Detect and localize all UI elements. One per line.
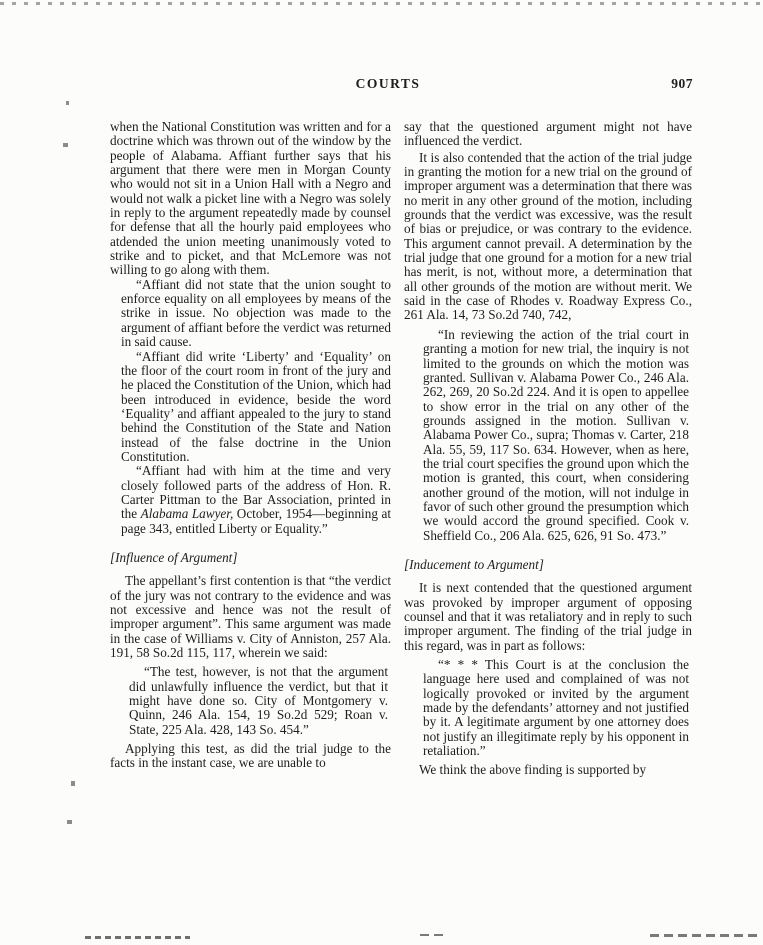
scan-artifact-dotted-edge — [0, 2, 763, 5]
quote-text: “Affiant had with him at the time and very closely followed parts of the address of Hon. R. Carter Pittman to the Bar Association, printed in the — [121, 463, 391, 522]
body-paragraph: The appellant’s first contention is that “the verdict of the jury was not contrary to the evidence and was not excessive and hence was not the result of improper argument”. This same argument was made in the case of Williams v. City of Anniston, 257 Ala. 191, 58 So.2d 115, 117, wherein we said: — [110, 573, 391, 661]
scan-speck — [67, 820, 72, 824]
block-quote-paragraph: “In reviewing the action of the trial court in granting a motion for new trial, the inquiry is not limited to the grounds on which the motion was granted. Sullivan v. Alabama Power Co., 246 Ala. 262, 269, 20 So.2d 224. And it is open to appellee to show error in the trial on any other of the grounds assigned in the motion. Sullivan v. Alabama Power Co., supra; Thomas v. Carter, 218 Ala. 55, 59, 117 So. 634. However, when as here, the trial court specifies the ground upon which the motion is granted, this court, when considering another ground of the motion, will not indulge in favor of such other ground the presumption which we would accord the ground specified. Cook v. Sheffield Co., 206 Ala. 625, 626, 91 So. 473.” — [423, 326, 689, 543]
running-header — [110, 76, 693, 92]
body-paragraph: It is next contended that the questioned argument was provoked by improper argument of opposing counsel and that it was retaliatory and in reply to such improper argument. The finding of the trial judge in this regard, was in part as follows: — [404, 580, 692, 653]
running-header-title: COURTS — [355, 76, 421, 91]
left-column — [110, 120, 391, 778]
affidavit-quote-paragraph: “Affiant did write ‘Liberty’ and ‘Equality’ on the floor of the court room in front of the jury and he placed the Constitution of the Union, which had been introduced in evidence, beside the word ‘Equality’ and affiant appealed to the jury to stand behind the Constitution of the State and Nation instead of the false doctrine in the Union Constitution. — [121, 348, 391, 464]
paragraph-continuation: when the National Constitution was written and for a doctrine which was thrown out of the window by the people of Alabama. Affiant further says that his argument that there were men in Morgan County who would not sit in a Union Hall with a Negro and would not walk a picket line with a Negro was solely in reply to the argument repeatedly made by counsel for defense that all the hourly paid employees who atdended the union meeting unanimously voted to strike and to picket, and that McLemore was not willing to go along with them. — [110, 119, 391, 278]
block-quote-paragraph: “* * * This Court is at the conclusion the language here used and complained of was not logically provoked or invited by the argument made by the defendants’ attorney and not justified by it. A legitimate argument by one attorney does not justify an illegitimate reply by his opponent in retaliation.” — [423, 657, 689, 759]
section-heading-influence-of-argument: [Influence of Argument] — [110, 549, 238, 565]
page-number: 907 — [671, 76, 693, 91]
section-heading-inducement-to-argument: [Inducement to Argument] — [404, 556, 544, 572]
scan-speck — [71, 781, 75, 786]
right-column — [404, 120, 692, 778]
scan-artifact-dashes — [420, 934, 446, 936]
scan-artifact-dashes — [650, 934, 760, 937]
text-columns — [110, 120, 692, 778]
body-paragraph: We think the above finding is supported by — [419, 762, 647, 778]
affidavit-quote-paragraph — [121, 464, 391, 536]
body-paragraph: Applying this test, as did the trial judge to the facts in the instant case, we are unable to — [110, 741, 391, 771]
affidavit-quote-paragraph: “Affiant did not state that the union sought to enforce equality on all employees by means of the strike in issue. No objection was made to the argument of affiant before the verdict was returned in said cause. — [121, 276, 391, 350]
quote-text: October, 1954—beginning at page 343, entitled Liberty or Equality.” — [121, 506, 391, 536]
scan-speck — [63, 143, 68, 147]
body-paragraph: It is also contended that the action of the trial judge in granting the motion for a new trial on the ground of improper argument was a determination that there was no merit in any other ground of the motion, including grounds that the verdict was excessive, was the result of bias or prejudice, or was contrary to the evidence. This argument cannot prevail. A determination by the trial judge that one ground for a motion for a new trial has merit, is not, without more, a determination that all other grounds of the motion are without merit. We said in the case of Rhodes v. Roadway Express Co., 261 Ala. 14, 73 So.2d 740, 742, — [404, 149, 692, 323]
scan-artifact-dashes — [85, 936, 190, 939]
scan-speck — [66, 101, 69, 105]
block-quote-paragraph: “The test, however, is not that the argument did unlawfully influence the verdict, but that it might have done so. City of Montgomery v. Quinn, 246 Ala. 154, 19 So.2d 529; Roan v. State, 225 Ala. 428, 143 So. 454.” — [129, 664, 388, 737]
paragraph-continuation: say that the questioned argument might not have influenced the verdict. — [404, 119, 692, 149]
publication-title-italic: Alabama Lawyer, — [140, 506, 234, 522]
